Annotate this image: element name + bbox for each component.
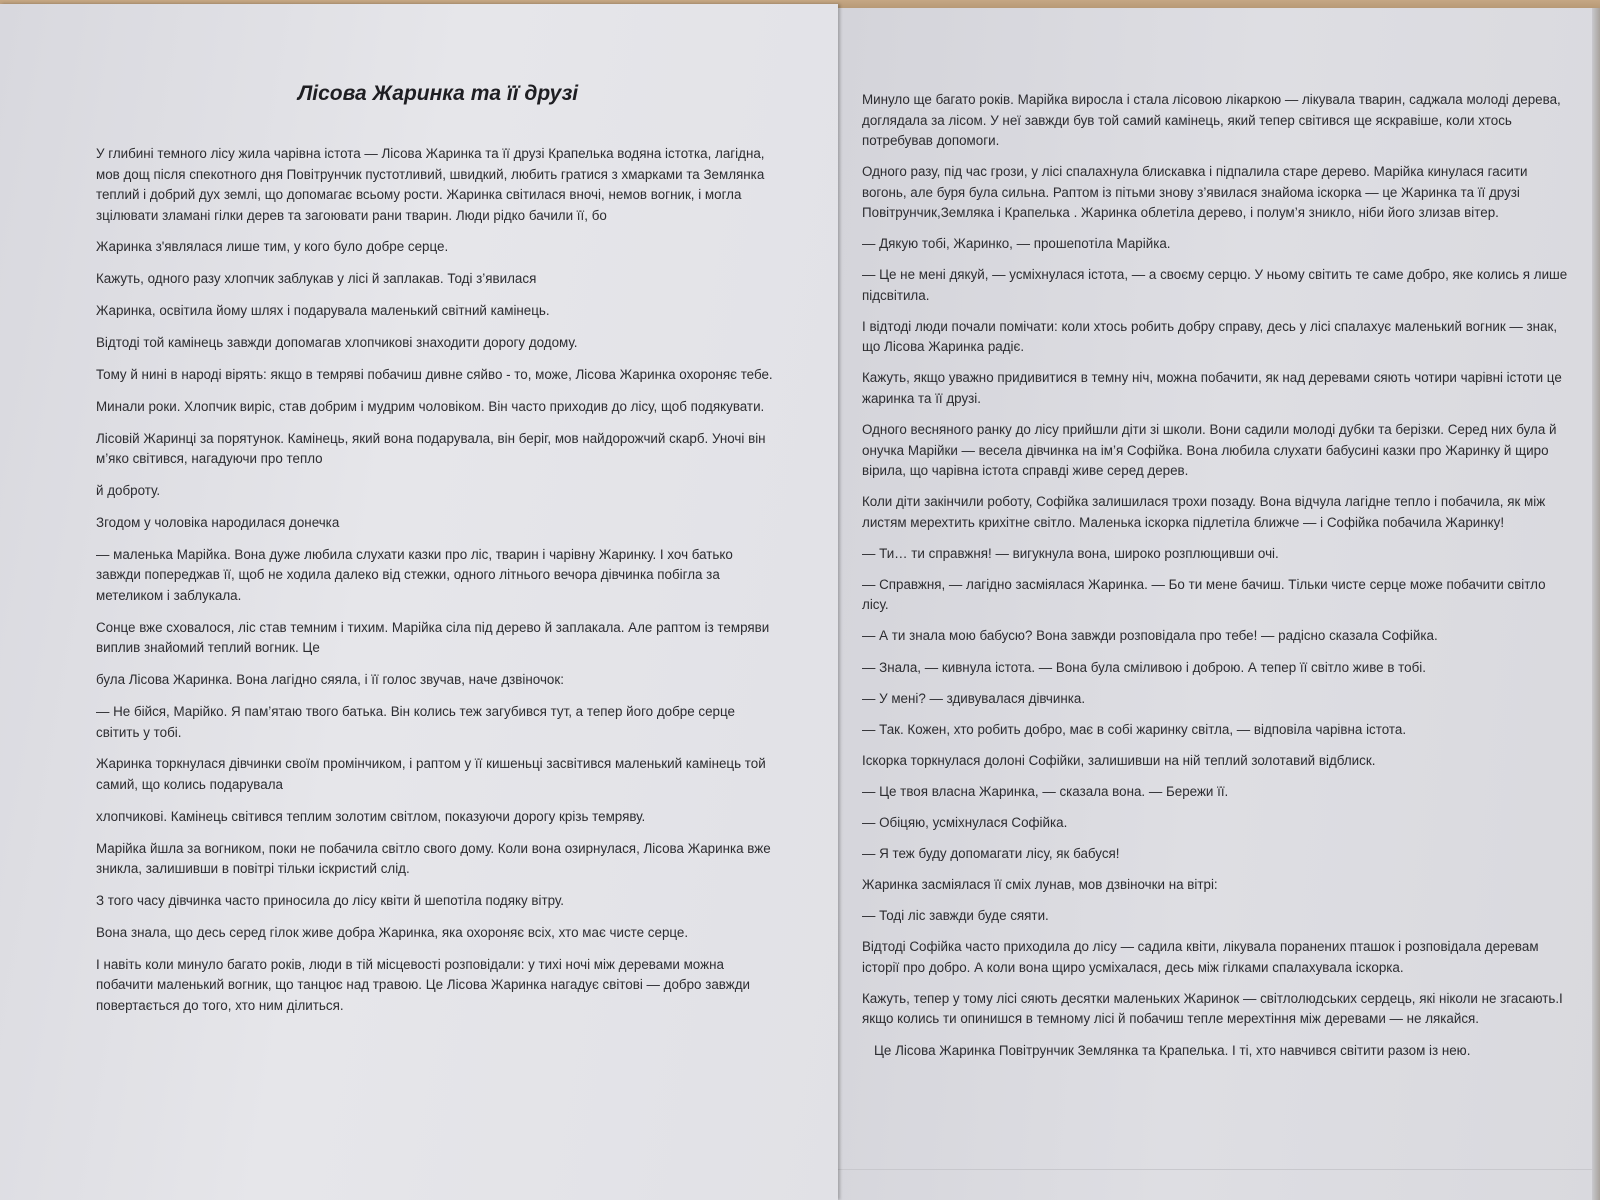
paragraph: Кажуть, одного разу хлопчик заблукав у лісі й заплакав. Тоді з’явилася <box>96 271 537 287</box>
paragraph: — Справжня, — лагідно засміялася Жаринка. — Бо ти мене бачиш. Тільки чисте серце може побачити світло лісу. <box>862 576 1546 613</box>
paragraph: — Ти… ти справжня! — вигукнула вона, широко розплющивши очі. <box>862 545 1279 561</box>
paragraph: Жаринка з'являлася лише тим, у кого було добре серце. <box>96 239 449 255</box>
paragraph: була Лісова Жаринка. Вона лагідно сяяла, і її голос звучав, наче дзвіночок: <box>96 672 564 688</box>
paragraph: — Тоді ліс завжди буде сяяти. <box>862 908 1049 924</box>
paragraph: Коли діти закінчили роботу, Софійка залишилася трохи позаду. Вона відчула лагідне тепло і побачила, як між листям мерехтить крихітне світло. Маленька іскорка підлетіла ближче — і Софійка побачила Жаринку! <box>862 494 1546 530</box>
paragraph: — Не бійся, Марійко. Я пам’ятаю твого батька. Він колись теж загубився тут, а тепер його добре серце світить у тобі. <box>96 704 735 740</box>
paragraph: Сонце вже сховалося, ліс став темним і тихим. Марійка сіла під дерево й заплакала. Але раптом із темряви виплив знайомий теплий вогник. Це <box>96 619 770 656</box>
paragraph: У глибині темного лісу жила чарівна істота — Лісова Жаринка та її друзі Крапелька водяна істотка, лагідна, мов дощ після спекотного дня Повітрунчик пустотливий, швидкий, любить гратися з хмарками та Землянка теплий і добрий дух землі, що допомагає всьому рости. Жаринка світилася вночі, немов вогник, і могла зцілювати зламані гілки дерев та загоювати рани тварин. Люди рідко бачили її, бо <box>96 146 765 223</box>
paragraph: — Я теж буду допомагати лісу, як бабуся! <box>862 846 1120 862</box>
paragraph: Жаринка засміялася її сміх лунав, мов дзвіночки на вітрі: <box>862 877 1218 893</box>
paragraph: й доброту. <box>96 483 161 499</box>
closing-line: Це Лісова Жаринка Повітрунчик Землянка та Крапелька. І ті, хто навчився світити разом із нею. <box>874 1042 1471 1058</box>
page-fold-line <box>838 1169 1600 1170</box>
paragraph: — Це твоя власна Жаринка, — сказала вона. — Бережи її. <box>862 783 1229 799</box>
paragraph: — маленька Марійка. Вона дуже любила слухати казки про ліс, тварин і чарівну Жаринку. І хоч батько завжди попереджав її, щоб не ходила далеко від стежки, одного літнього вечора дівчинка побігла за метеликом і заблукала. <box>96 546 733 603</box>
paragraph: Вона знала, що десь серед гілок живе добра Жаринка, яка охороняє всіх, хто має чисте серце. <box>96 925 689 941</box>
left-page-body <box>96 144 780 1016</box>
paragraph: Згодом у чоловіка народилася донечка <box>96 515 340 531</box>
paragraph: Тому й нині в народі вірять: якщо в темряві побачиш дивне сяйво - то, може, Лісова Жаринка охороняє тебе. <box>96 366 773 382</box>
paragraph: Одного весняного ранку до лісу прийшли діти зі школи. Вони садили молоді дубки та берізки. Серед них була й онучка Марійки — весела дівчинка на ім’я Софійка. Вона любила слухати бабусині казки про Жаринку й щиро вірила, що чарівна істота справді живе серед дерев. <box>862 422 1557 479</box>
paragraph: Кажуть, тепер у тому лісі сяють десятки маленьких Жаринок — світлолюдських сердець, які ніколи не згасають.І якщо колись ти опинишся в темному лісі й побачиш тепле мерехтіння між деревами — не лякайся. <box>862 990 1563 1027</box>
paragraph: Марійка йшла за вогником, поки не побачила світло свого дому. Коли вона озирнулася, Лісова Жаринка вже зникла, залишивши в повітрі тільки іскристий слід. <box>96 840 771 877</box>
left-page <box>0 4 838 1200</box>
right-page-body <box>862 90 1570 1030</box>
paragraph: хлопчикові. Камінець світився теплим золотим світлом, показуючи дорогу крізь темряву. <box>96 808 646 824</box>
paragraph: Минуло ще багато років. Марійка виросла і стала лісовою лікаркою — лікувала тварин, саджала молоді дерева, доглядала за лісом. У неї завжди був той самий камінець, який тепер світився ще яскравіше, коли хтось потребував допомоги. <box>862 92 1561 148</box>
paragraph: Відтоді той камінець завжди допомагав хлопчикові знаходити дорогу додому. <box>96 335 578 351</box>
paragraph: — Знала, — кивнула істота. — Вона була сміливою і доброю. А тепер її світло живе в тобі. <box>862 659 1426 675</box>
story-title: Лісова Жаринка та її друзі <box>297 82 579 105</box>
paragraph: Відтоді Софійка часто приходила до лісу — садила квіти, лікувала поранених пташок і розповідала деревам історії про добро. А коли вона щиро усміхалася, десь між гілками спалахувала іскорка. <box>862 939 1539 975</box>
right-page <box>838 8 1600 1200</box>
page-edge <box>1592 8 1600 1200</box>
paragraph: Одного разу, під час грози, у лісі спалахнула блискавка і підпалила старе дерево. Марійка кинулася гасити вогонь, але буря була сильна. Раптом із пітьми знову з’явилася знайома іскорка — це Жаринка та її друзі Повітрунчик,Земляка і Крапелька . Жаринка облетіла дерево, і полум’я зникло, ніби його злизав вітер. <box>862 164 1528 221</box>
paragraph: Жаринка торкнулася дівчинки своїм промінчиком, і раптом у її кишеньці засвітився маленький камінець той самий, що колись подарувала <box>96 756 766 792</box>
paragraph: — Обіцяю, усміхнулася Софійка. <box>862 815 1068 830</box>
paragraph: І навіть коли минуло багато років, люди в тій місцевості розповідали: у тихі ночі між деревами можна побачити маленький вогник, що танцює над травою. Це Лісова Жаринка нагадує світові — добро завжди повертається до того, хто ним ділиться. <box>96 956 751 1013</box>
paragraph: Минали роки. Хлопчик виріс, став добрим і мудрим чоловіком. Він часто приходив до лісу, щоб подякувати. <box>96 398 765 414</box>
paragraph: Лісовій Жаринці за порятунок. Камінець, який вона подарувала, він беріг, мов найдорожчий скарб. Уночі він м’яко світився, нагадуючи про тепло <box>96 430 766 467</box>
paragraph: — Це не мені дякуй, — усміхнулася істота, — а своєму серцю. У ньому світить те саме добро, яке колись я лише підсвітила. <box>862 267 1568 303</box>
paragraph: — У мені? — здивувалася дівчинка. <box>862 690 1086 706</box>
paragraph: Жаринка, освітила йому шлях і подарувала маленький світний камінець. <box>96 303 550 319</box>
paragraph: Кажуть, якщо уважно придивитися в темну ніч, можна побачити, як над деревами сяють чотири чарівні істоти це жаринка та її друзі. <box>862 370 1562 406</box>
paragraph: Іскорка торкнулася долоні Софійки, залишивши на ній теплий золотавий відблиск. <box>862 752 1376 768</box>
paragraph: З того часу дівчинка часто приносила до лісу квіти й шепотіла подяку вітру. <box>96 893 564 909</box>
paragraph: І відтоді люди почали помічати: коли хтось робить добру справу, десь у лісі спалахує маленький вогник — знак, що Лісова Жаринка радіє. <box>862 318 1558 355</box>
paragraph: — Дякую тобі, Жаринко, — прошепотіла Марійка. <box>862 236 1171 252</box>
paragraph: — Так. Кожен, хто робить добро, має в собі жаринку світла, — відповіла чарівна істота. <box>862 721 1407 737</box>
paragraph: — А ти знала мою бабусю? Вона завжди розповідала про тебе! — радісно сказала Софійка. <box>862 628 1438 644</box>
